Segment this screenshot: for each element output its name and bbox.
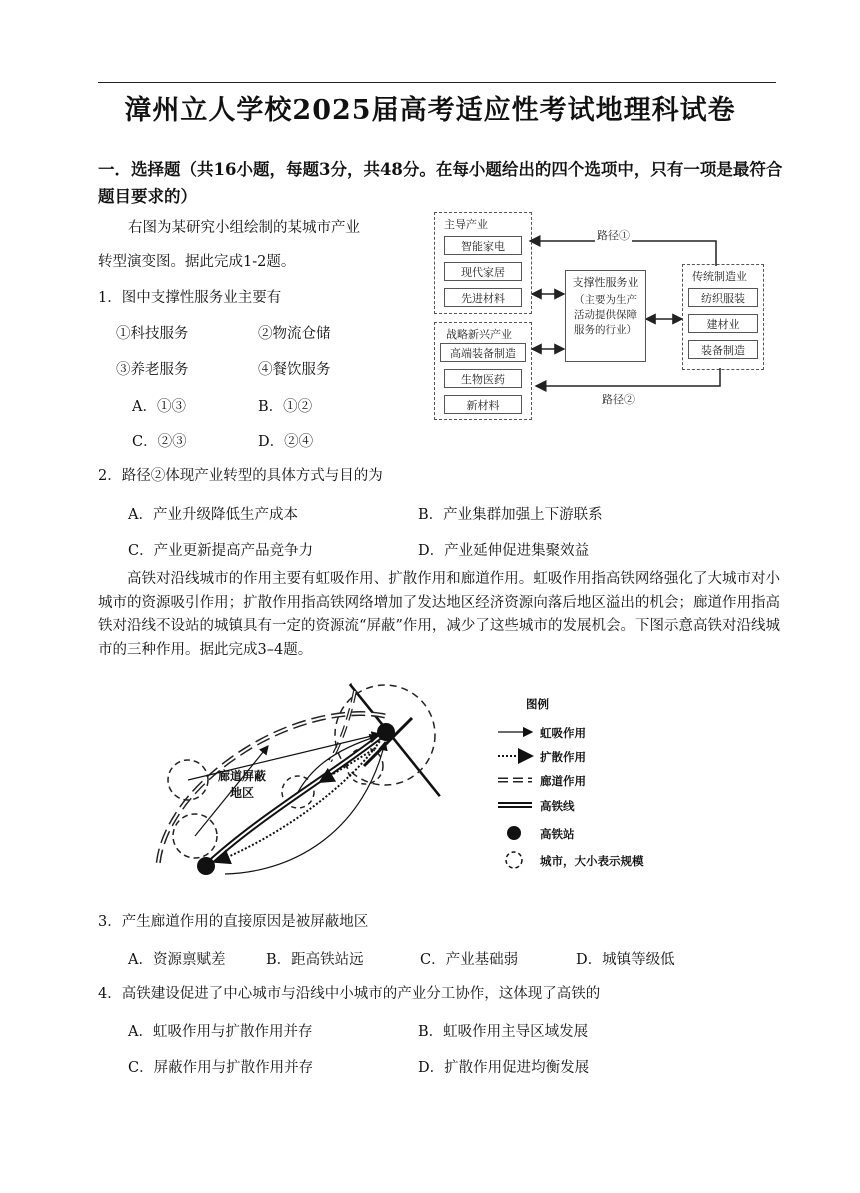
q34-passage: 高铁对沿线城市的作用主要有虹吸作用、扩散作用和廊道作用。虹吸作用指高铁网络强化了大城市对小城市的资源吸引作用；扩散作用指高铁网络增加了发达地区经济资源向落后地区溢出的机会；廊道作用指高铁对沿线不设站的城镇具有一定的资源流“屏蔽”作用，减少了这些城市的发展机会。下图示意高铁对沿线城市的三种作用。据此完成3–4题。 [98,571,780,658]
legend-corridor: 廊道作用 [540,774,586,788]
major-station [377,723,395,741]
legend-title: 图例 [526,697,549,711]
q3-option-c[interactable]: C．产业基础弱 [420,952,519,968]
industry-flow-diagram [432,208,766,423]
main-item-1: 智能家电 [444,236,522,255]
q3-stem: 3．产生廊道作用的直接原因是被屏蔽地区 [98,914,369,930]
q1-option-d[interactable]: D．②④ [258,434,314,450]
support-service-box [565,270,646,362]
traditional-industry-label: 传统制造业 [692,270,747,283]
q2-option-c[interactable]: C．产业更新提高产品竞争力 [128,543,314,559]
q4-stem: 4．高铁建设促进了中心城市与沿线中小城市的产业分工协作，这体现了高铁的 [98,986,601,1002]
legend-diffusion: 扩散作用 [540,750,586,764]
trad-item-2: 建材业 [688,314,758,333]
main-industry-label: 主导产业 [444,218,488,231]
path2-label: 路径② [602,393,635,406]
q2-option-a[interactable]: A．产业升级降低生产成本 [128,507,298,523]
q4-option-d[interactable]: D．扩散作用促进均衡发展 [418,1060,590,1076]
new-item-1: 高端装备制造 [440,343,526,362]
minor-station [197,857,215,875]
q1-option-a[interactable]: A．①③ [132,399,186,415]
new-item-2: 生物医药 [444,369,522,388]
trad-item-3: 装备制造 [688,340,758,359]
q3-option-b[interactable]: B．距高铁站远 [266,952,364,968]
q2-option-b[interactable]: B．产业集群加强上下游联系 [418,507,603,523]
q4-option-c[interactable]: C．屏蔽作用与扩散作用并存 [128,1060,314,1076]
q12-intro-line2: 转型演变图。据此完成1-2题。 [98,254,296,270]
q3-option-a[interactable]: A．资源禀赋差 [128,952,226,968]
section-heading: 一．选择题（共16小题，每题3分，共48分。在每小题给出的四个选项中，只有一项是最符合题目要求的） [98,160,783,206]
q1-option-b[interactable]: B．①② [258,399,313,415]
legend-hsr-station: 高铁站 [540,827,575,841]
header-rule [98,82,776,83]
q1-item-2: ②物流仓储 [258,326,331,342]
page-title: 漳州立人学校2025届高考适应性考试地理科试卷 [124,95,736,126]
legend-hsr-line: 高铁线 [540,799,575,813]
q1-item-1: ①科技服务 [116,326,189,342]
path1-arrow [530,241,716,266]
q4-option-b[interactable]: B．虹吸作用主导区域发展 [418,1024,589,1040]
q3-option-d[interactable]: D．城镇等级低 [576,952,675,968]
new-industry-label: 战略新兴产业 [446,328,512,341]
path1-label: 路径① [597,229,630,242]
q4-option-a[interactable]: A．虹吸作用与扩散作用并存 [128,1024,313,1040]
q2-stem: 2．路径②体现产业转型的具体方式与目的为 [98,468,383,484]
support-service-title: 支撑性服务业 [572,276,639,289]
shield-area-label [218,768,266,802]
legend-siphon: 虹吸作用 [540,726,586,740]
q12-intro-line1: 右图为某研究小组绘制的某城市产业 [128,220,360,236]
legend-city: 城市，大小表示规模 [540,854,644,868]
support-service-note: （主要为生产活动提供保障服务的行业） [574,294,637,336]
q1-stem: 1．图中支撑性服务业主要有 [98,290,282,306]
path2-arrow [536,368,720,386]
q2-option-d[interactable]: D．产业延伸促进集聚效益 [418,543,590,559]
shield-label-line1: 廊道屏蔽 [218,769,267,783]
main-item-2: 现代家居 [444,262,522,281]
trad-item-1: 纺织服装 [688,288,758,307]
q1-option-c[interactable]: C．②③ [132,434,187,450]
hsr-effect-diagram [140,676,660,888]
main-item-3: 先进材料 [444,288,522,307]
new-item-3: 新材料 [444,395,522,414]
q1-item-4: ④餐饮服务 [258,362,331,378]
shield-label-line2: 地区 [230,786,255,800]
q1-item-3: ③养老服务 [116,362,189,378]
